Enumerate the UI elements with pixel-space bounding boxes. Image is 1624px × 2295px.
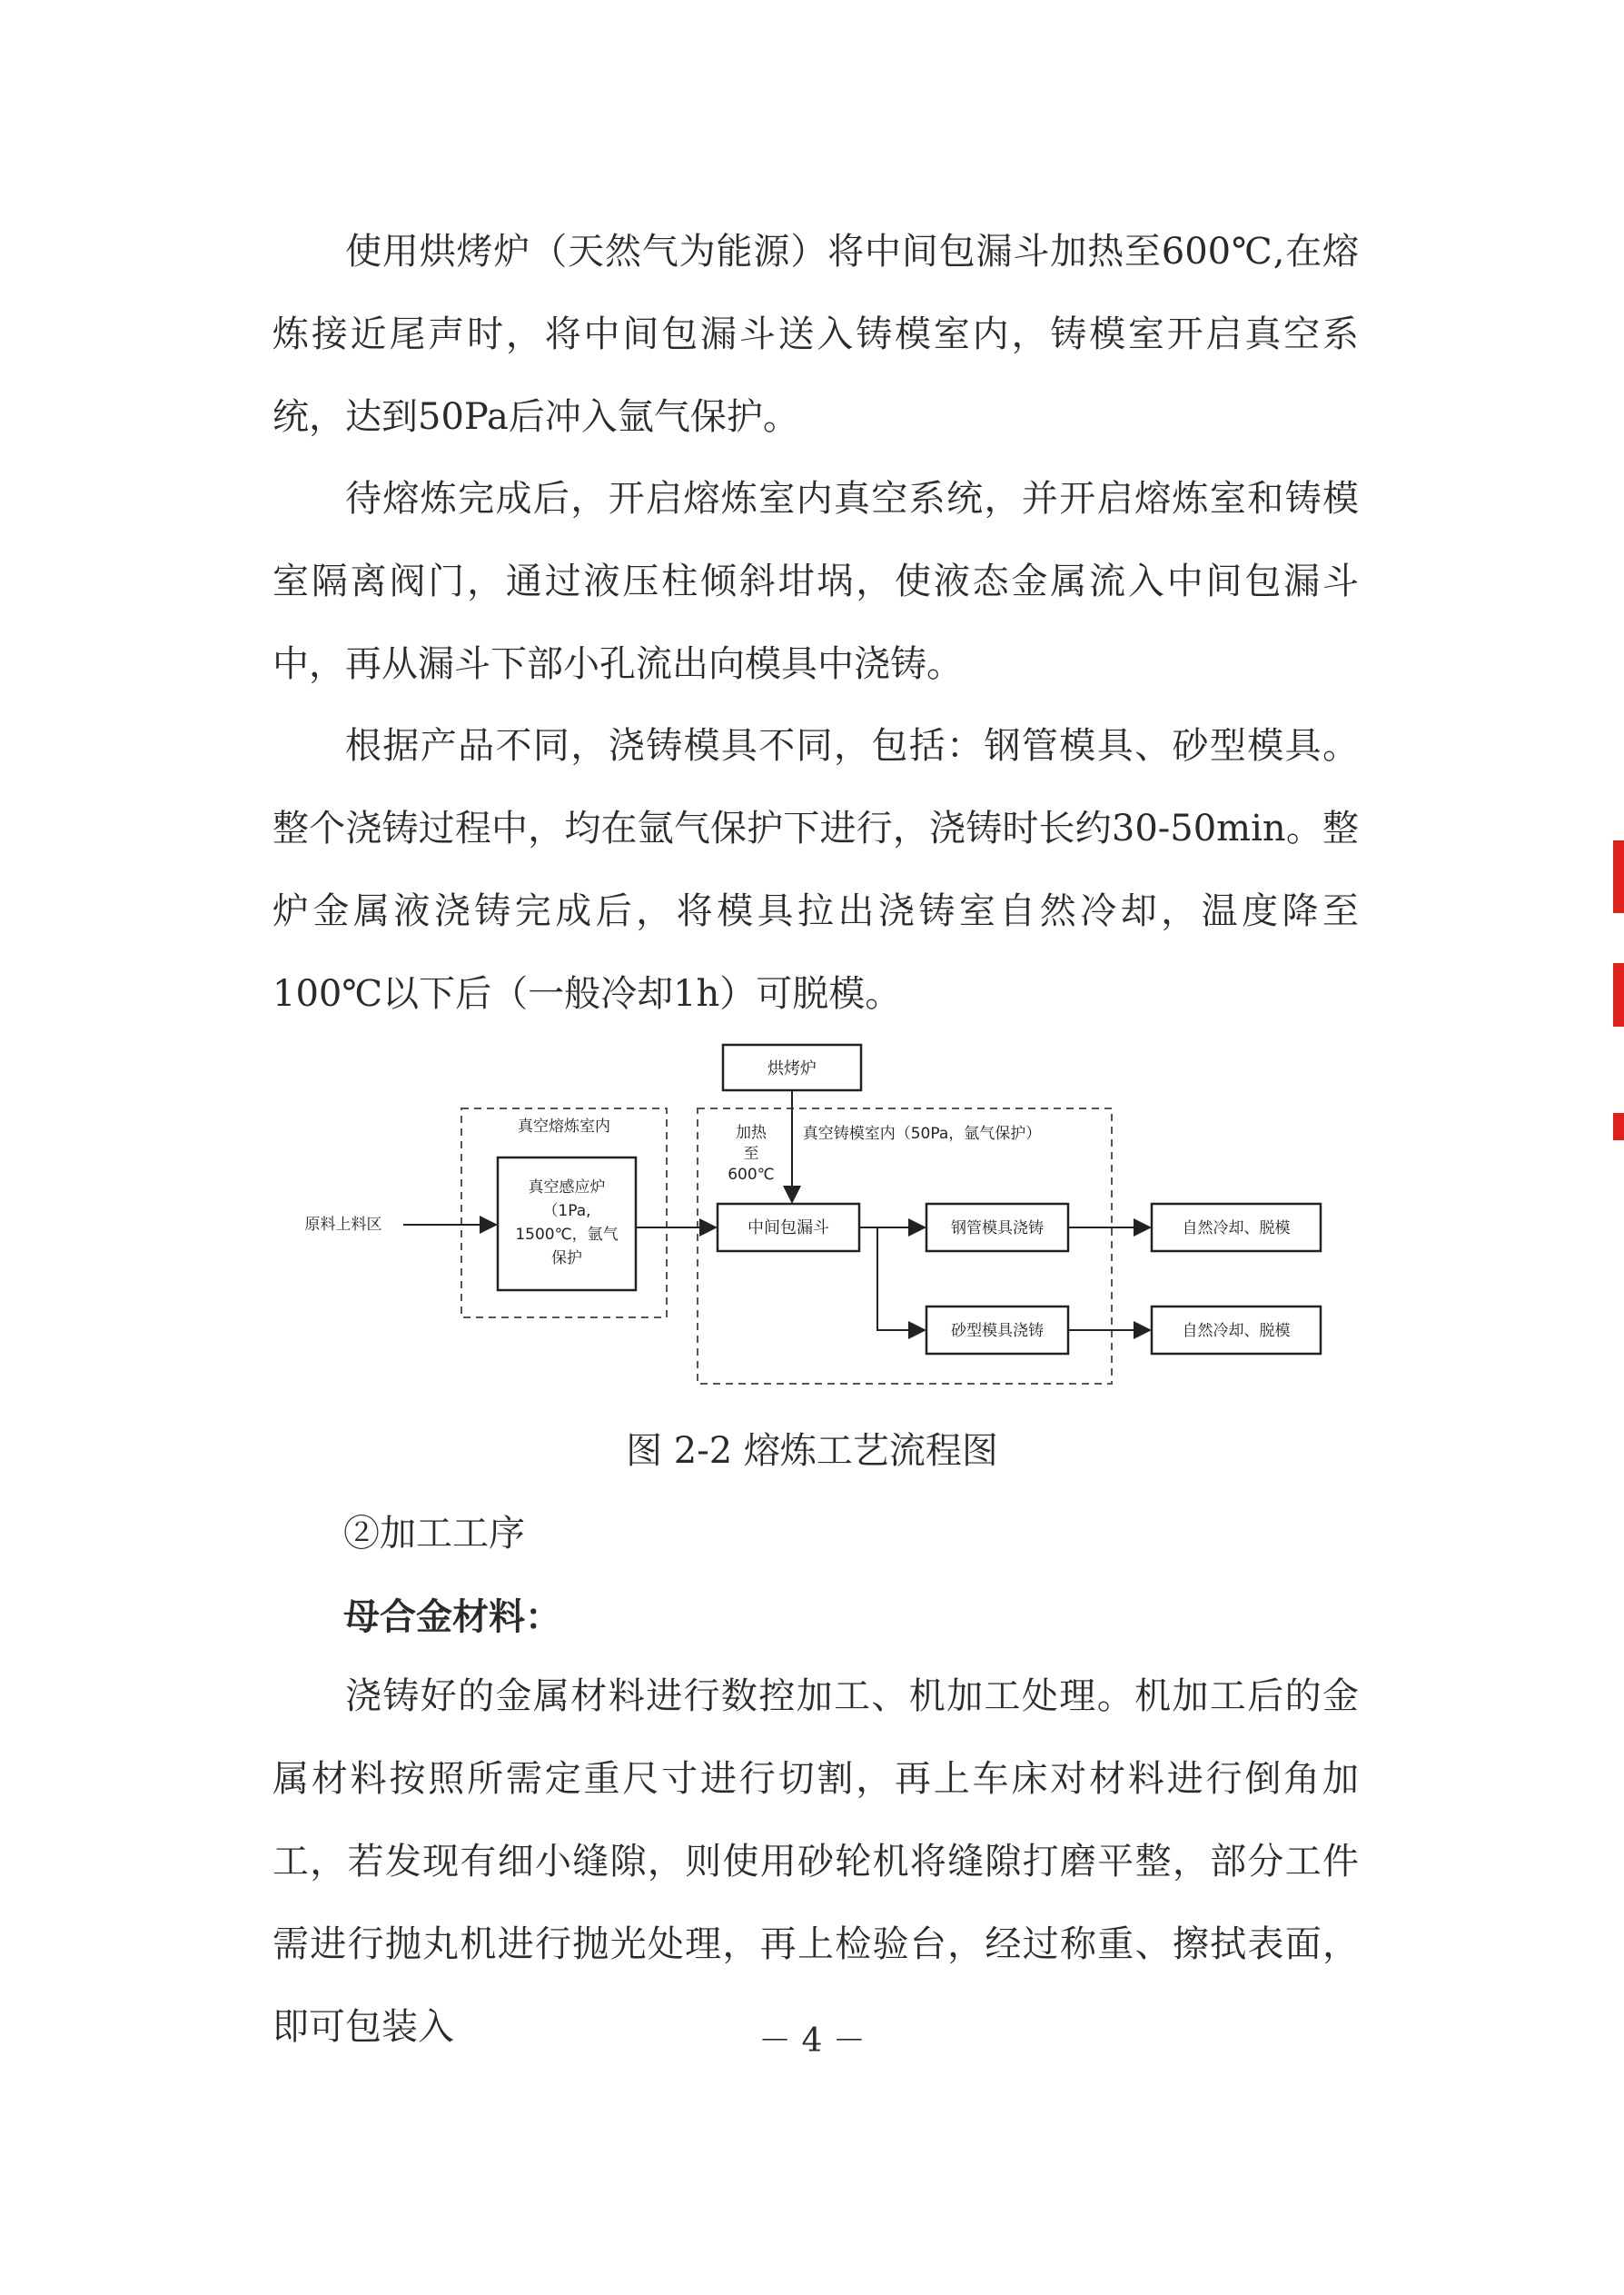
sand-mold-label: 砂型模具浇铸 [951,1322,1044,1340]
paragraph-2: 待熔炼完成后，开启熔炼室内真空系统，并开启熔炼室和铸模室隔离阀门，通过液压柱倾斜坩埚，使液态金属流入中间包漏斗中，再从漏斗下部小孔流出向模具中浇铸。 [272,478,1359,685]
paragraph-4: 浇铸好的金属材料进行数控加工、机加工处理。机加工后的金属材料按照所需定重尺寸进行切割，再上车床对材料进行倒角加工，若发现有细小缝隙，则使用砂轮机将缝隙打磨平整，部分工件需进行抛丸机进行抛光处理，再上检验台，经过称重、擦拭表面，即可包装入 [272,1675,1359,2048]
furnace-line-3: 1500℃，氩气 [515,1226,619,1244]
steel-mold-label: 钢管模具浇铸 [951,1219,1044,1237]
page-number: － 4 － [758,2022,866,2060]
casting-room-label: 真空铸模室内（50Pa，氩气保护） [802,1125,1042,1143]
section-heading: ②加工工序 [343,1513,525,1555]
tundish-label: 中间包漏斗 [748,1218,829,1237]
paragraph-1: 使用烘烤炉（天然气为能源）将中间包漏斗加热至600℃,在熔炼接近尾声时，将中间包漏斗送入铸模室内，铸模室开启真空系统，达到50Pa后冲入氩气保护。 [272,231,1359,438]
cool-label-1: 自然冷却、脱模 [1182,1219,1291,1237]
raw-material-label: 原料上料区 [304,1216,382,1234]
flow-diagram [272,1036,1362,1417]
red-stamp-edge [1613,963,1624,1027]
sub-heading: 母合金材料： [343,1595,561,1638]
cool-label-2: 自然冷却、脱模 [1182,1322,1291,1340]
melting-room-label: 真空熔炼室内 [518,1118,610,1136]
heat-line-3: 600℃ [728,1166,775,1184]
arrow-tundish-to-sand [877,1227,925,1330]
furnace-box [498,1157,636,1290]
oven-label: 烘烤炉 [767,1059,817,1078]
heat-line-2: 至 [743,1145,759,1163]
heat-line-1: 加热 [736,1124,767,1142]
furnace-line-4: 保护 [551,1249,582,1267]
furnace-line-2: （1Pa, [542,1202,591,1220]
red-stamp-edge [1613,1113,1624,1140]
furnace-line-1: 真空感应炉 [528,1178,606,1197]
figure-caption: 图 2-2 熔炼工艺流程图 [626,1430,998,1472]
paragraph-3: 根据产品不同，浇铸模具不同，包括：钢管模具、砂型模具。整个浇铸过程中，均在氩气保护下进行，浇铸时长约30-50min。整炉金属液浇铸完成后，将模具拉出浇铸室自然冷却，温度降至100℃以下后（一般冷却1h）可脱模。 [272,725,1359,1015]
red-stamp-edge [1613,840,1624,913]
